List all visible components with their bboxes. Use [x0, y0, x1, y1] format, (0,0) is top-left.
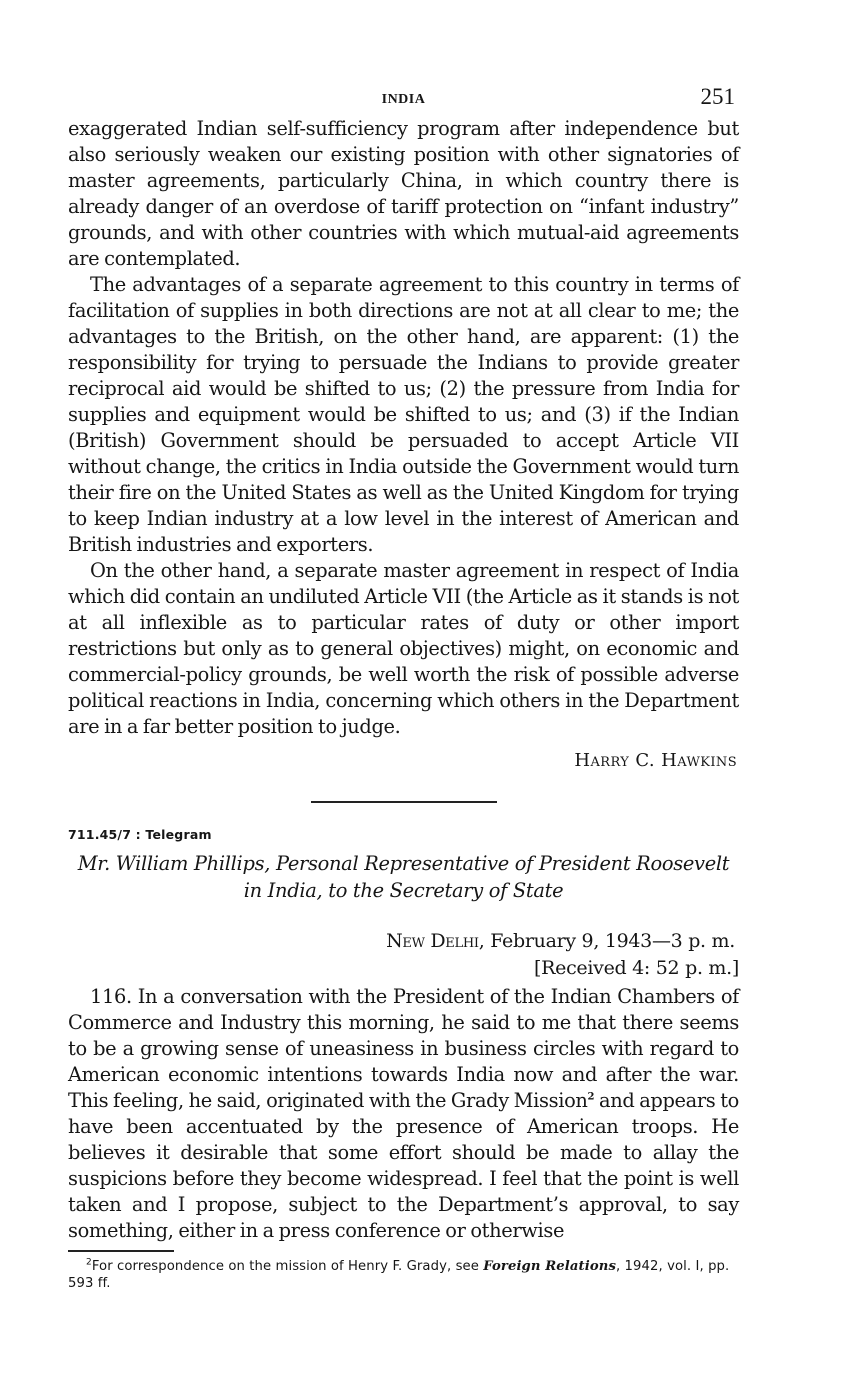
footnote-divider	[68, 1250, 174, 1252]
page-number: 251	[700, 84, 735, 109]
paragraph-advantages: The advantages of a separate agreement to this country in terms of facilitation of supplies in both directions are not at all clear to me; the advantages to the British, on the other hand, are apparent: (1) the responsibility for trying to persuade the Indians to provide greater reciprocal aid would be shifted to us; (2) the pressure from India for supplies and equipment would be shifted to us; and (3) if the Indian (British) Government should be persuaded to accept Article VII without change, the critics in India outside the Government would turn their fire on the United States as well as the United Kingdom for trying to keep Indian industry at a low level in the interest of American and British industries and exporters.	[68, 273, 739, 556]
dateline-date: February 9, 1943—3 p. m.	[484, 930, 735, 952]
telegram-text-part2: and appears to have been accentuated by the presence of American troops. He believes it desirable that some effort should be made to allay the suspicions before they become widespread. I feel that the point is well taken and I propose, subject to the Department’s approval, to say something, either in a press conference or otherwise	[68, 1089, 739, 1242]
signature: Harry C. Hawkins	[574, 750, 737, 771]
footnote-marker: 2	[86, 1257, 92, 1268]
document-page	[68, 84, 739, 1292]
paragraph-other-hand: On the other hand, a separate master agreement in respect of India which did contain an undiluted Article VII (the Article as it stands is not at all inflexible as to particular rates of duty or other import restrictions but only as to general objectives) might, on economic and commercial-policy grounds, be well worth the risk of possible adverse political reactions in India, concerning which others in the Department are in a far better position to judge.	[68, 559, 739, 738]
section-divider	[311, 801, 497, 803]
paragraph-continued: exaggerated Indian self-sufficiency program after independence but also seriously weaken our existing position with other signatories of master agreements, particularly China, in which country there is already danger of an overdose of tariff protection on “infant industry” grounds, and with other countries with which mutual-aid agreements are contemplated.	[68, 117, 739, 270]
footnote	[68, 1258, 739, 1292]
document-heading: Mr. William Phillips, Personal Representative of President Roosevelt in India, to the Secretary of State	[77, 852, 730, 902]
telegram-body	[68, 984, 739, 1244]
footnote-text-before: For correspondence on the mission of Henry F. Grady, see	[91, 1258, 484, 1274]
dateline-place: New Delhi,	[386, 930, 485, 952]
running-head-title: INDIA	[381, 92, 426, 107]
footnote-reference[interactable]: 2	[587, 1091, 595, 1103]
footnote-text-after: , 1942, vol. I, pp. 593 ff.	[68, 1258, 730, 1291]
telegram-text-part1: 116. In a conversation with the President of the Indian Chambers of Commerce and Industry this morning, he said to me that there seems to be a growing sense of uneasiness in business circles with regard to American economic intentions towards India now and after the war. This feeling, he said, originated with the Grady Mission	[68, 985, 739, 1112]
file-reference: 711.45/7 : Telegram	[68, 827, 212, 842]
received-time: [Received 4: 52 p. m.]	[534, 957, 739, 979]
dateline	[68, 928, 735, 955]
running-head	[68, 84, 739, 116]
footnote-source: Foreign Relations	[483, 1258, 616, 1274]
